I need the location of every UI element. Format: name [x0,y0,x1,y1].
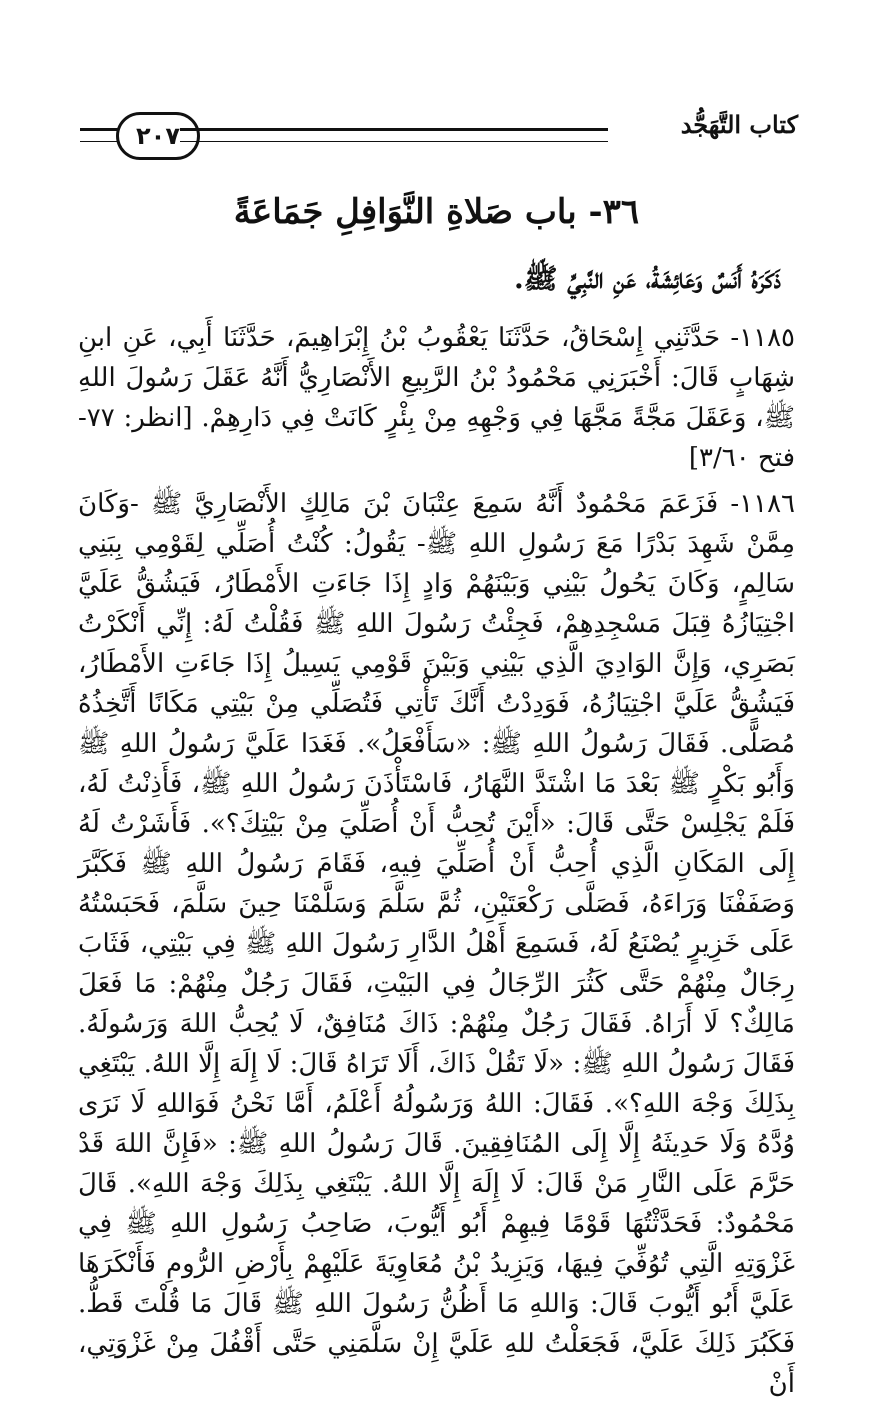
hadith-paragraph: ١١٨٥- حَدَّثَنِي إِسْحَاقُ، حَدَّثَنَا يَعْقُوبُ بْنُ إِبْرَاهِيمَ، حَدَّثَنَا أَبِي، عَنِ ابنِ شِهَابٍ قَالَ: أَخْبَرَنِي مَحْمُودُ بْنُ الرَّبِيعِ الأَنْصَارِيُّ أَنَّهُ عَقَلَ رَسُولَ اللهِ ﷺ، وَعَقَلَ مَجَّةً مَجَّهَا فِي وَجْهِهِ مِنْ بِئْرٍ كَانَتْ فِي دَارِهِمْ. [انظر: ٧٧- فتح ٣/٦٠] [78,323,796,473]
chapter-narrators: ذَكَرَهُ أَنَسٌ وَعَائِشَةُ، عَنِ النَّبِيِّ ﷺ. [513,262,781,295]
body-text [78,318,795,1408]
running-title: كتاب التَّهَجُّد [680,110,798,139]
header-rule-left [80,128,118,142]
header-rule [180,128,608,142]
page-number: ٢٠٧ [136,122,180,150]
hadith-paragraph: ١١٨٦- فَزَعَمَ مَحْمُودٌ أَنَّهُ سَمِعَ عِتْبَانَ بْنَ مَالِكٍ الأَنْصَارِيَّ ﷺ -وَكَانَ مِمَّنْ شَهِدَ بَدْرًا مَعَ رَسُولِ اللهِ ﷺ- يَقُولُ: كُنْتُ أُصَلِّي لِقَوْمِي بِبَنِي سَالِمٍ، وَكَانَ يَحُولُ بَيْنِي وَبَيْنَهُمْ وَادٍ إِذَا جَاءَتِ الأَمْطَارُ، فَيَشُقُّ عَلَيَّ اجْتِيَازُهُ قِبَلَ مَسْجِدِهِمْ، فَجِئْتُ رَسُولَ اللهِ ﷺ فَقُلْتُ لَهُ: إِنِّي أَنْكَرْتُ بَصَرِي، وَإِنَّ الوَادِيَ الَّذِي بَيْنِي وَبَيْنَ قَوْمِي يَسِيلُ إِذَا جَاءَتِ الأَمْطَارُ، فَيَشُقُّ عَلَيَّ اجْتِيَازُهُ، فَوَدِدْتُ أَنَّكَ تَأْتِي فَتُصَلِّي مِنْ بَيْتِي مَكَانًا أَتَّخِذُهُ مُصَلًّى. فَقَالَ رَسُولُ اللهِ ﷺ: «سَأَفْعَلُ». فَغَدَا عَلَيَّ رَسُولُ اللهِ ﷺ وَأَبُو بَكْرٍ ﷺ بَعْدَ مَا اشْتَدَّ النَّهَارُ، فَاسْتَأْذَنَ رَسُولُ اللهِ ﷺ، فَأَذِنْتُ لَهُ، فَلَمْ يَجْلِسْ حَتَّى قَالَ: «أَيْنَ تُحِبُّ أَنْ أُصَلِّيَ مِنْ بَيْتِكَ؟». فَأَشَرْتُ لَهُ إِلَى المَكَانِ الَّذِي أُحِبُّ أَنْ أُصَلِّيَ فِيهِ، فَقَامَ رَسُولُ اللهِ ﷺ فَكَبَّرَ وَصَفَفْنَا وَرَاءَهُ، فَصَلَّى رَكْعَتَيْنِ، ثُمَّ سَلَّمَ وَسَلَّمْنَا حِينَ سَلَّمَ، فَحَبَسْتُهُ عَلَى خَزِيرٍ يُصْنَعُ لَهُ، فَسَمِعَ أَهْلُ الدَّارِ رَسُولَ اللهِ ﷺ فِي بَيْتِي، فَثَابَ رِجَالٌ مِنْهُمْ حَتَّى كَثُرَ الرِّجَالُ فِي البَيْتِ، فَقَالَ رَجُلٌ مِنْهُمْ: مَا فَعَلَ مَالِكٌ؟ لَا أَرَاهُ. فَقَالَ رَجُلٌ مِنْهُمْ: ذَاكَ مُنَافِقٌ، لَا يُحِبُّ اللهَ وَرَسُولَهُ. فَقَالَ رَسُولُ اللهِ ﷺ: «لَا تَقُلْ ذَاكَ، أَلَا تَرَاهُ قَالَ: لَا إِلَهَ إِلَّا اللهُ. يَبْتَغِي بِذَلِكَ وَجْهَ اللهِ؟». فَقَالَ: اللهُ وَرَسُولُهُ أَعْلَمُ، أَمَّا نَحْنُ فَوَاللهِ لَا نَرَى وُدَّهُ وَلَا حَدِيثَهُ إِلَّا إِلَى المُنَافِقِينَ. قَالَ رَسُولُ اللهِ ﷺ: «فَإِنَّ اللهَ قَدْ حَرَّمَ عَلَى النَّارِ مَنْ قَالَ: لَا إِلَهَ إِلَّا اللهُ. يَبْتَغِي بِذَلِكَ وَجْهَ اللهِ». قَالَ مَحْمُودٌ: فَحَدَّثْتُهَا قَوْمًا فِيهِمْ أَبُو أَيُّوبَ، صَاحِبُ رَسُولِ اللهِ ﷺ فِي غَزْوَتِهِ الَّتِي تُوُفِّيَ فِيهَا، وَيَزِيدُ بْنُ مُعَاوِيَةَ عَلَيْهِمْ بِأَرْضِ الرُّومِ فَأَنْكَرَهَا عَلَيَّ أَبُو أَيُّوبَ قَالَ: وَاللهِ مَا أَظُنُّ رَسُولَ اللهِ ﷺ قَالَ مَا قُلْتَ قَطُّ. فَكَبُرَ ذَلِكَ عَلَيَّ، فَجَعَلْتُ للهِ عَلَيَّ إِنْ سَلَّمَنِي حَتَّى أَقْفُلَ مِنْ غَزْوَتِي، أَنْ [78,489,795,1399]
page-header [80,110,798,170]
chapter-title: ٣٦- باب صَلاةِ النَّوَافِلِ جَمَاعَةً [233,192,640,232]
